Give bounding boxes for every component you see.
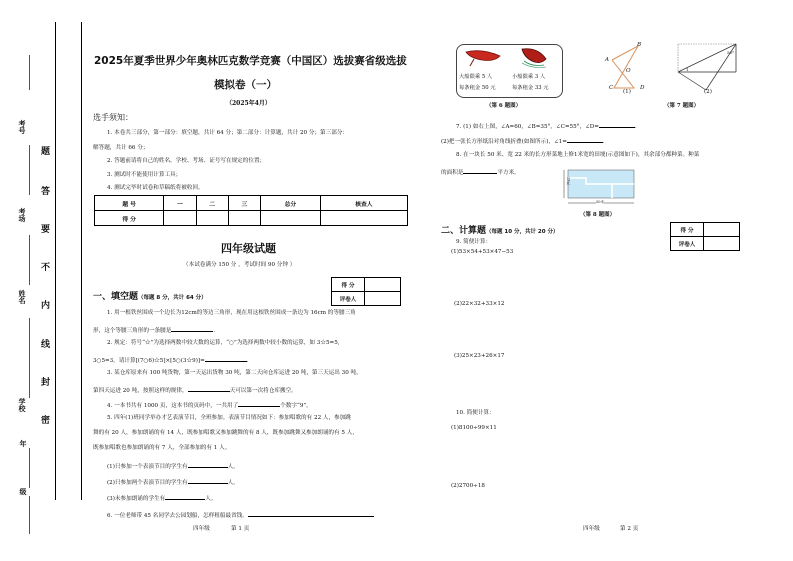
q9-item: (2)22×32+33×12 — [454, 301, 505, 307]
exam-date: （2025年4月） — [226, 100, 271, 107]
mini-score-cell[interactable] — [365, 278, 401, 292]
score-header-cell: 二 — [196, 196, 228, 211]
q6-answer-blank[interactable] — [248, 511, 374, 517]
q5-sub3-blank[interactable] — [165, 494, 205, 500]
binding-line-1 — [55, 22, 56, 500]
fig7-label-b: B — [637, 42, 642, 48]
q5-sub2-text: (2)只参加两个表演节目的学生有 — [107, 480, 188, 486]
seal-char: 密 — [41, 416, 51, 426]
q8-answer-blank[interactable] — [463, 168, 497, 174]
score-row-label: 得 分 — [95, 211, 164, 226]
seal-char: 线 — [41, 340, 51, 350]
score-cell[interactable] — [196, 211, 228, 226]
seal-char: 答 — [41, 187, 51, 197]
section1-title: 一、填空题 — [93, 292, 139, 302]
fig8-height-label: 22米 — [566, 177, 571, 185]
q4-text-end: 个数字“9”。 — [280, 403, 312, 409]
q1-answer-blank[interactable] — [171, 326, 213, 332]
notice-line: 4. 测试完毕时试卷和草稿纸将被收回。 — [107, 185, 204, 191]
seal-char: 内 — [41, 301, 51, 311]
score-cell[interactable] — [261, 211, 321, 226]
field-school: 学校 — [18, 398, 27, 412]
section1-heading — [93, 293, 207, 302]
mini-grader-cell[interactable] — [704, 237, 740, 251]
q5-sub1 — [107, 462, 239, 471]
q8-line2 — [441, 168, 520, 177]
exam-title-line2: 模拟卷（一） — [214, 79, 277, 91]
score-cell[interactable] — [164, 211, 196, 226]
mini-score-label: 得 分 — [671, 223, 704, 237]
section1-note: （每题 8 分，共计 64 分） — [138, 295, 207, 301]
seal-char: 封 — [41, 378, 51, 388]
q5-sub3 — [107, 494, 216, 503]
q4-line — [107, 401, 312, 410]
fig7-sub2: (2) — [704, 89, 712, 95]
q5-sub1-blank[interactable] — [188, 462, 228, 468]
fig7-sub1: (1) — [623, 89, 631, 95]
q7-part2-text: (2)把一张长方形纸沿对角线折叠(如图所示)，∠1= — [441, 139, 567, 145]
q1-line1: 1. 用一根铁丝围成一个边长为12cm的等边三角形，现在用这根铁丝围成一条边为 16cm 的等腰三角 — [107, 310, 356, 316]
page2-footer-page: 第 2 页 — [620, 526, 639, 532]
q7-line1: 7. (1) 如右上图，∠A=60，∠B=35°，∠C=55°，∠D= . — [456, 124, 637, 130]
fig8-width-label: 50米 — [596, 200, 604, 204]
q6-line — [107, 511, 374, 520]
notice-line: 1. 本卷共三部分，第一部分：填空题，共计 64 分；第二部分：计算题，共计 20 分；第三部分： — [107, 130, 349, 136]
fig8-caption: （第 8 题图） — [580, 212, 616, 218]
q4-text: 4. 一本书共有 1000 页，这本书的页码中，一共用了 — [107, 403, 239, 409]
small-boat-icon — [518, 45, 552, 69]
page1-footer-page: 第 1 页 — [231, 526, 250, 532]
score-header-cell: 一 — [164, 196, 196, 211]
q2-line1: 2. 规定：符号“☆”为选择两数中较大数的运算，“○”为选择两数中较小数的运算，如 3☆5=5, — [107, 340, 340, 346]
field-name: 姓名 — [18, 290, 27, 304]
exam-title-line1: 2025年夏季世界少年奥林匹克数学竞赛（中国区）选拔赛省级选拔 — [94, 55, 407, 67]
fig6-caption: （第 6 题图） — [486, 103, 522, 109]
q3-text-end: 天可以第一次将仓库搬空。 — [229, 388, 297, 394]
score-cell[interactable] — [228, 211, 260, 226]
score-header-cell: 三 — [228, 196, 260, 211]
q10-title: 10. 简便计算： — [456, 410, 495, 416]
page1-footer-grade: 四年级 — [193, 526, 210, 532]
fig7-label-c: C — [609, 85, 614, 91]
seal-char: 题 — [41, 147, 51, 157]
notice-line: 3. 测试时不能使用计算工具； — [107, 172, 182, 178]
mini-grader-cell[interactable] — [365, 292, 401, 306]
big-boat-capacity: 大船限乘 5 人 — [459, 74, 493, 80]
grade-title: 四年级试题 — [221, 242, 276, 255]
q8-unit: 平方米。 — [497, 170, 520, 176]
fig7-caption: （第 7 题图） — [664, 103, 700, 109]
q1-text: 形，这个等腰三角形的一条腰是 — [93, 328, 172, 334]
q5-sub3-unit: 人。 — [205, 496, 217, 502]
section2-score-box — [670, 222, 740, 251]
q9-title: 9. 简便计算： — [456, 239, 492, 245]
section2-title: 二、计算题 — [441, 226, 487, 236]
q7-part1-blank[interactable] — [599, 122, 635, 128]
field-grade-nian: 年 — [19, 440, 28, 447]
small-boat-capacity: 小船限乘 3 人 — [512, 74, 546, 80]
score-cell[interactable] — [320, 211, 407, 226]
q7-part1-text: 7. (1) 如右上图，∠A=60，∠B=35°，∠C=55°，∠D= — [456, 124, 599, 130]
q3-answer-blank[interactable] — [188, 386, 230, 392]
q8-text: 的面积是 — [441, 170, 464, 176]
fig7-label-d: D — [640, 85, 645, 91]
big-boat-price: 每条租金 50 元 — [459, 85, 496, 91]
big-boat-icon — [464, 46, 504, 68]
q7-line2: (2)把一张长方形纸沿对角线折叠(如图所示)，∠1= . — [441, 139, 605, 145]
q6-text: 6. 一位老师带 45 名同学去公园划船，怎样租船最省钱。 — [107, 513, 248, 519]
q3-text: 第四天运进 20 吨，按照这样的规律， — [93, 388, 188, 394]
mini-grader-label: 评卷人 — [671, 237, 704, 251]
q5-sub2-unit: 人。 — [227, 480, 239, 486]
field-grade-ji: 级 — [19, 488, 28, 495]
q5-sub3-text: (3)未参加朗诵的学生有 — [107, 496, 166, 502]
q1-line2: 形，这个等腰三角形的一条腰是 . — [93, 328, 216, 334]
small-boat-price: 每条租金 33 元 — [512, 85, 549, 91]
q3-line2 — [93, 386, 297, 395]
fig7-label-a: A — [605, 57, 610, 63]
q5-sub2 — [107, 478, 239, 487]
q3-line1: 3. 某仓库原来有 100 吨货物，第一天运出货物 30 吨，第二天向仓库运进 20 吨，第三天运出 30 吨， — [107, 370, 362, 376]
q7-part2-blank[interactable] — [567, 137, 603, 143]
mini-grader-label: 评卷人 — [332, 292, 365, 306]
q4-answer-blank[interactable] — [238, 401, 280, 407]
q9-item: (1)53×54+53×47−53 — [451, 249, 514, 255]
fig7-angle-50: 50° — [727, 50, 735, 55]
score-table — [94, 195, 408, 226]
q5-line3: 既参加唱歌也参加朗诵的有 7 人，全部参加的有 1 人。 — [93, 445, 231, 451]
q8-line1: 8. 在一块长 50 米、宽 22 米的长方形菜地上修1米宽的田埂(示意图如下)，其余部分都种菜。种菜 — [456, 152, 700, 158]
q2-answer-blank[interactable] — [205, 356, 247, 362]
field-exam-number: 考号 — [18, 120, 27, 134]
q9-item: (3)25×23+26×17 — [454, 353, 505, 359]
notice-heading: 选手须知： — [93, 113, 133, 122]
q5-line1: 5. 四年(1)班同学举办才艺表演节目，全班参加。表演节目情况如下：参加唱歌的有 22 人，参加跳 — [107, 415, 351, 421]
mini-score-label: 得 分 — [332, 278, 365, 292]
q5-sub1-text: (1)只参加一个表演节目的学生有 — [107, 464, 188, 470]
mini-score-cell[interactable] — [704, 223, 740, 237]
q10-item: (2)2700÷18 — [451, 483, 485, 489]
q2-line2: 3○5=3。请计算[(7○6)☆5]×[5○(3☆9)]= . — [93, 358, 249, 364]
page2-footer-grade: 四年级 — [583, 526, 600, 532]
fig7-label-o: O — [626, 68, 631, 74]
exam-info: （本试卷满分 150 分 ，考试时间 90 分钟 ） — [183, 262, 296, 268]
q5-sub2-blank[interactable] — [188, 478, 228, 484]
fig7-angle-1: 1 — [686, 67, 689, 72]
notice-line: 解答题，共计 66 分； — [93, 145, 149, 151]
q5-line2: 舞的有 20 人，参加朗诵的有 14 人，既参加唱歌又参加跳舞的有 8 人，既参加跳舞又参加朗诵的有 5 人， — [93, 430, 358, 436]
section1-score-box — [331, 277, 401, 306]
q10-item: (1)8100÷99×11 — [451, 425, 497, 431]
seal-char: 要 — [41, 225, 51, 235]
notice-line: 2. 答题前请将自己的姓名、学校、考场、证号写在规定的位置； — [107, 158, 266, 164]
section2-heading — [441, 227, 558, 236]
score-header-cell: 核查人 — [320, 196, 407, 211]
score-header-cell: 总分 — [261, 196, 321, 211]
binding-line-2 — [81, 22, 82, 500]
q5-sub1-unit: 人。 — [227, 464, 239, 470]
score-header-cell: 题 号 — [95, 196, 164, 211]
section2-note: （每题 10 分，共计 20 分） — [486, 229, 559, 235]
q2-text: 3○5=3。请计算[(7○6)☆5]×[5○(3☆9)]= — [93, 358, 205, 364]
seal-char: 不 — [41, 263, 51, 273]
field-exam-room: 考场 — [18, 208, 27, 222]
